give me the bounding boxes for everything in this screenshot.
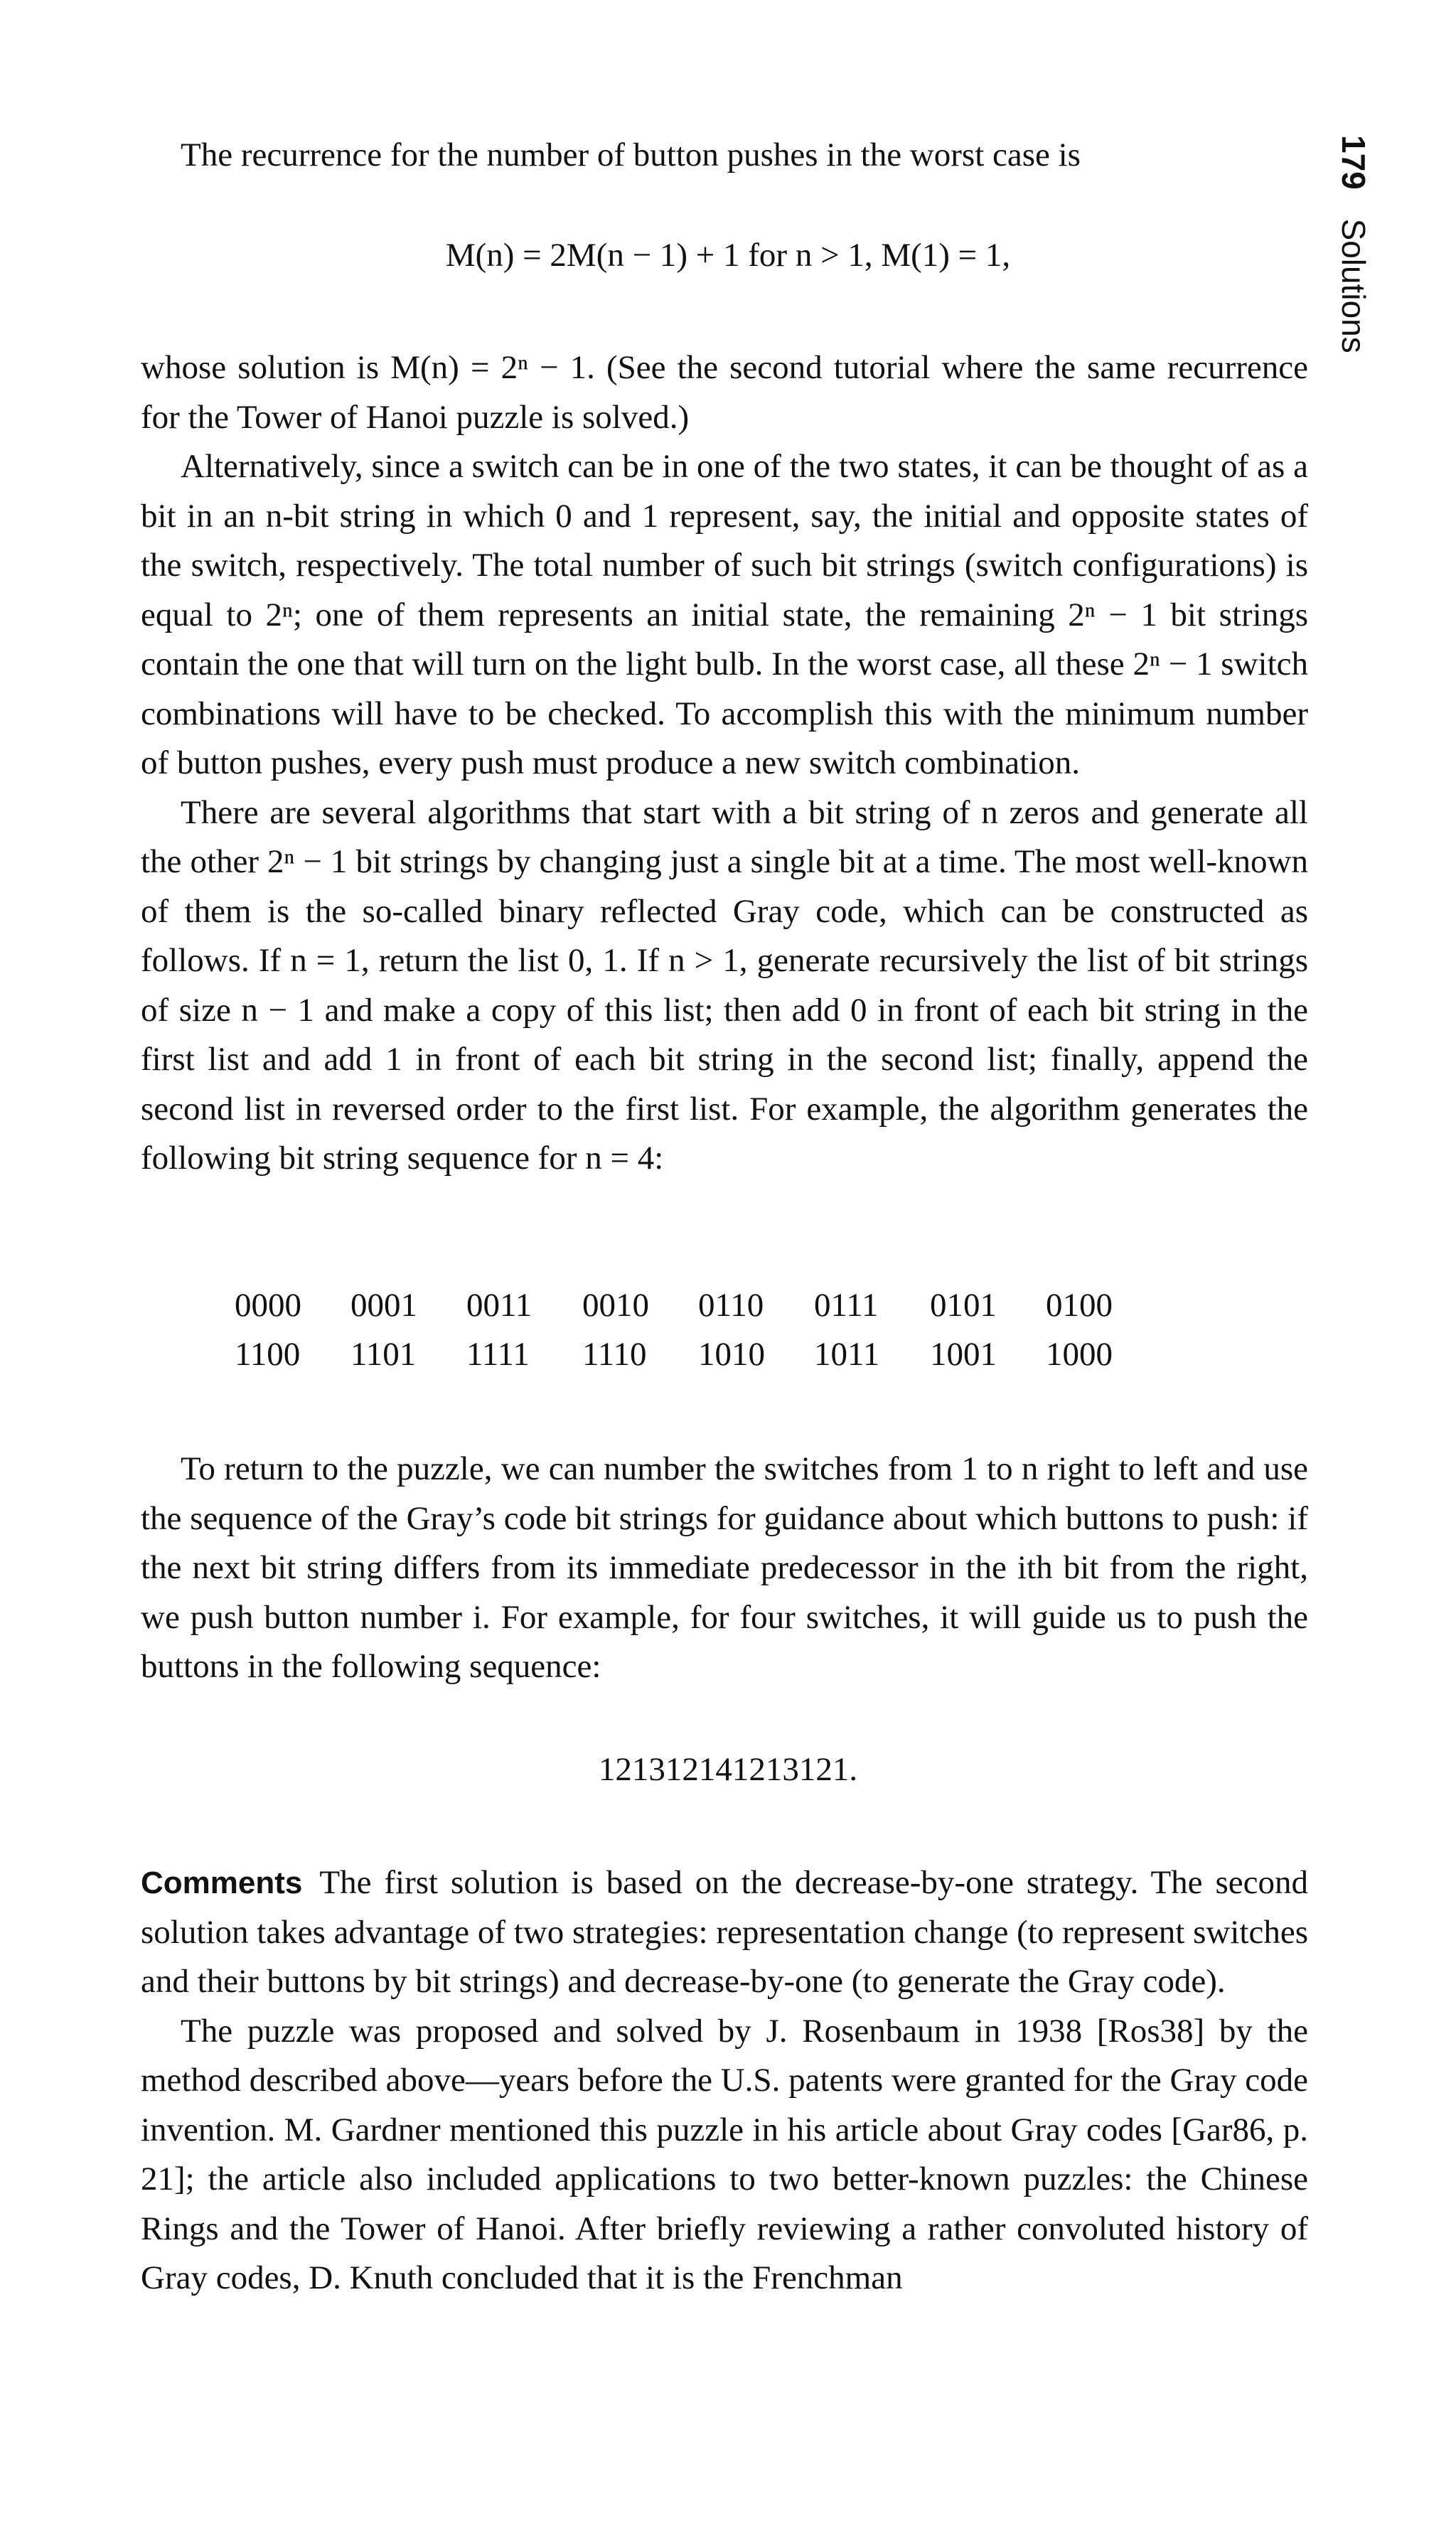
gray-code-cell: 0100 [1046, 1287, 1113, 1324]
gray-code-row-1 [235, 1281, 1162, 1330]
gray-code-cell: 0110 [698, 1287, 764, 1324]
paragraph-return-to-puzzle: To return to the puzzle, we can number the switches from 1 to n right to left and use the sequence of the Gray’s code bit strings for guidance about which buttons to push: if the next bit string differs from its immediate predecessor in the ith bit from the right, we push button number i. For example, for four switches, it will guide us to push the buttons in the following sequence: [141, 1450, 1308, 1685]
gray-code-cell: 0001 [350, 1287, 417, 1324]
gray-code-table [235, 1281, 1162, 1379]
body-text-middle [141, 1445, 1308, 1692]
gray-code-cell: 0101 [930, 1287, 997, 1324]
gray-code-cell: 1111 [466, 1336, 530, 1373]
gray-code-cell: 1011 [814, 1336, 880, 1373]
gray-code-cell: 1100 [235, 1336, 301, 1373]
intro-line: The recurrence for the number of button pushes in the worst case is [181, 136, 1081, 173]
gray-code-cell: 1110 [582, 1336, 647, 1373]
comments-label: Comments [141, 1865, 303, 1900]
page-number: 179 [1335, 135, 1372, 190]
gray-code-cell: 1101 [350, 1336, 417, 1373]
gray-code-cell: 0000 [235, 1287, 301, 1324]
body-text-upper [141, 343, 1308, 1184]
paragraph-alternatively: Alternatively, since a switch can be in one of the two states, it can be thought of as a bit in an n-bit string in which 0 and 1 represent, say, the initial and opposite states of the switch, respectively. The total number of such bit strings (switch configurations) is equal to 2ⁿ; one of them represents an initial state, the remaining 2ⁿ − 1 bit strings contain the one that will turn on the light bulb. In the worst case, all these 2ⁿ − 1 switch combinations will have to be checked. To accomplish this with the minimum number of button pushes, every push must produce a new switch combination. [141, 448, 1308, 781]
gray-code-row-2 [235, 1330, 1162, 1379]
gray-code-cell: 1001 [930, 1336, 997, 1373]
paragraph-comments [141, 1858, 1308, 2007]
recurrence-equation: M(n) = 2M(n − 1) + 1 for n > 1, M(1) = 1, [445, 237, 1011, 274]
gray-code-cell: 1000 [1046, 1336, 1113, 1373]
paragraph-solution: whose solution is M(n) = 2ⁿ − 1. (See the second tutorial where the same recurrence for the Tower of Hanoi puzzle is solved.) [141, 349, 1308, 436]
gray-code-cell: 0010 [582, 1287, 649, 1324]
body-text-lower [141, 1858, 1308, 2303]
gray-code-cell: 1010 [698, 1336, 765, 1373]
paragraph-gray-code: There are several algorithms that start with a bit string of n zeros and generate all the other 2ⁿ − 1 bit strings by changing just a single bit at a time. The most well-known of them is the so-called binary reflected Gray code, which can be constructed as follows. If n = 1, return the list 0, 1. If n > 1, generate recursively the list of bit strings of size n − 1 and make a copy of this list; then add 0 in front of each bit string in the first list and add 1 in front of each bit string in the second list; finally, append the second list in reversed order to the first list. For example, the algorithm generates the following bit string sequence for n = 4: [141, 793, 1308, 1177]
gray-code-cell: 0111 [814, 1287, 879, 1324]
paragraph-history: The puzzle was proposed and solved by J. Rosenbaum in 1938 [Ros38] by the method described above—years before the U.S. patents were granted for the Gray code invention. M. Gardner mentioned this puzzle in his article about Gray codes [Gar86, p. 21]; the article also included applications to two better-known puzzles: the Chinese Rings and the Tower of Hanoi. After briefly reviewing a rather convoluted history of Gray codes, D. Knuth concluded that it is the Frenchman [141, 2012, 1308, 2296]
comments-text: The first solution is based on the decrease-by-one strategy. The second solution takes advantage of two strategies: representation change (to represent switches and their buttons by bit strings) and decrease-by-one (to generate the Gray code). [141, 1864, 1308, 2000]
button-sequence: 121312141213121. [598, 1751, 858, 1788]
gray-code-cell: 0011 [466, 1287, 532, 1324]
running-head: Solutions [1335, 218, 1372, 353]
